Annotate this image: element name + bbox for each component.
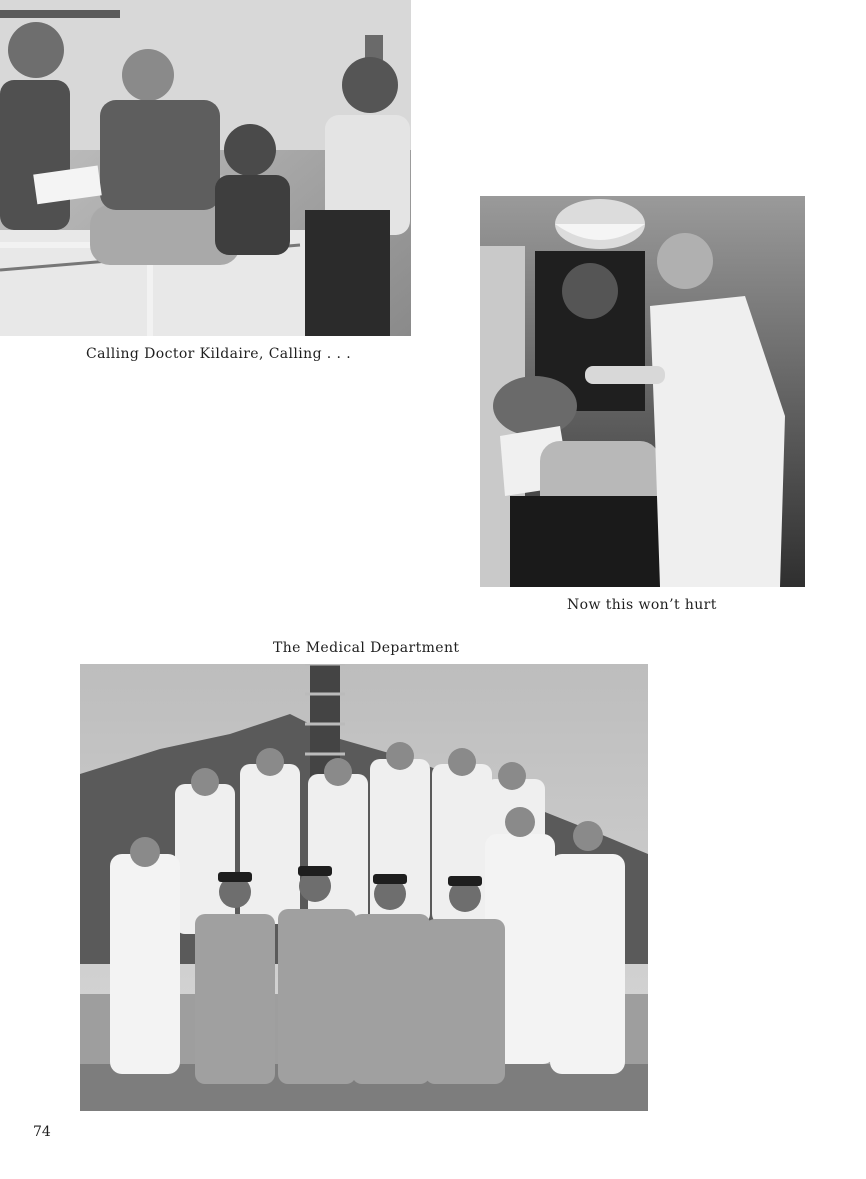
dental-exam-photo bbox=[480, 196, 805, 587]
sickbay-photo-illustration bbox=[0, 0, 411, 336]
group-portrait-illustration bbox=[80, 664, 648, 1111]
dental-exam-illustration bbox=[480, 196, 805, 587]
page-number: 74 bbox=[33, 1124, 51, 1140]
sickbay-photo bbox=[0, 0, 411, 336]
group-portrait-photo bbox=[80, 664, 648, 1111]
group-portrait-title: The Medical Department bbox=[273, 640, 460, 656]
dental-exam-caption: Now this won’t hurt bbox=[567, 597, 717, 613]
sickbay-caption: Calling Doctor Kildaire, Calling . . . bbox=[86, 346, 352, 362]
